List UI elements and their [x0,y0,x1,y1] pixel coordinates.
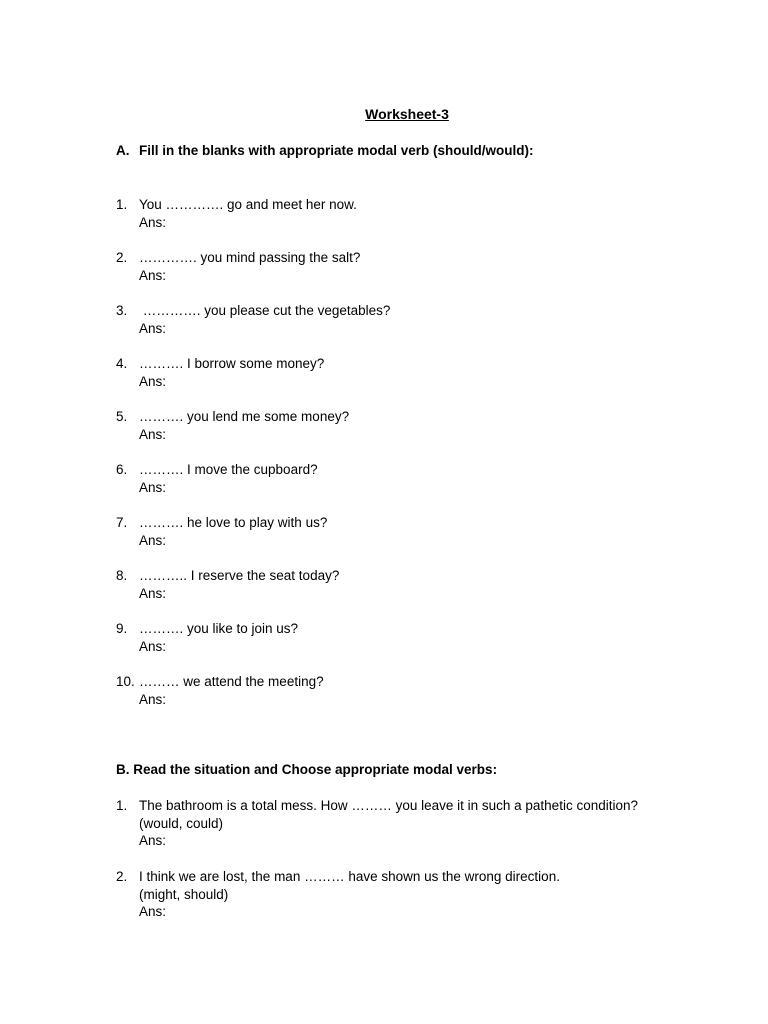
question-number: 2. [116,250,128,265]
section-a-heading [116,143,534,158]
answer-label: Ans: [139,904,167,919]
question-text: …………. you please cut the vegetables? [139,303,391,318]
answer-label: Ans: [139,479,167,495]
answer-label: Ans: [139,214,167,230]
question-text: ……… we attend the meeting? [139,674,324,689]
section-a-letter: A. [116,143,130,158]
question-text: ………. I move the cupboard? [139,462,318,477]
question-number: 3. [116,303,128,318]
question-text: ………. you like to join us? [139,621,299,636]
section-b-heading: B. Read the situation and Choose appropriate modal verbs: [116,762,498,777]
answer-label: Ans: [139,638,167,654]
answer-label: Ans: [139,320,167,336]
answer-label: Ans: [139,426,167,442]
question-number: 1. [116,197,128,212]
question-number: 6. [116,462,128,477]
worksheet-title: Worksheet-3 [365,106,449,122]
question-number: 2. [116,869,128,884]
question-text: …………. you mind passing the salt? [139,250,361,265]
question-text: I think we are lost, the man ……… have shown us the wrong direction. [139,869,560,884]
question-number: 5. [116,409,128,424]
answer-label: Ans: [139,532,167,548]
question-number: 9. [116,621,128,636]
question-options: (would, could) [139,815,224,831]
answer-label: Ans: [139,267,167,283]
answer-label: Ans: [139,833,167,848]
question-number: 8. [116,568,128,583]
question-text: ………. you lend me some money? [139,409,350,424]
answer-label: Ans: [139,585,167,601]
section-a-heading-text: Fill in the blanks with appropriate modal verb (should/would): [139,143,534,158]
question-text: You …………. go and meet her now. [139,197,357,212]
question-number: 4. [116,356,128,371]
question-text: ………. he love to play with us? [139,515,328,530]
answer-label: Ans: [139,373,167,389]
question-number: 10. [116,674,135,689]
question-number: 1. [116,798,128,813]
question-number: 7. [116,515,128,530]
question-text: The bathroom is a total mess. How ……… you leave it in such a pathetic condition? [139,798,638,813]
question-options: (might, should) [139,886,229,902]
question-text: ………. I borrow some money? [139,356,325,371]
answer-label: Ans: [139,691,167,707]
question-text: ……….. I reserve the seat today? [139,568,340,583]
